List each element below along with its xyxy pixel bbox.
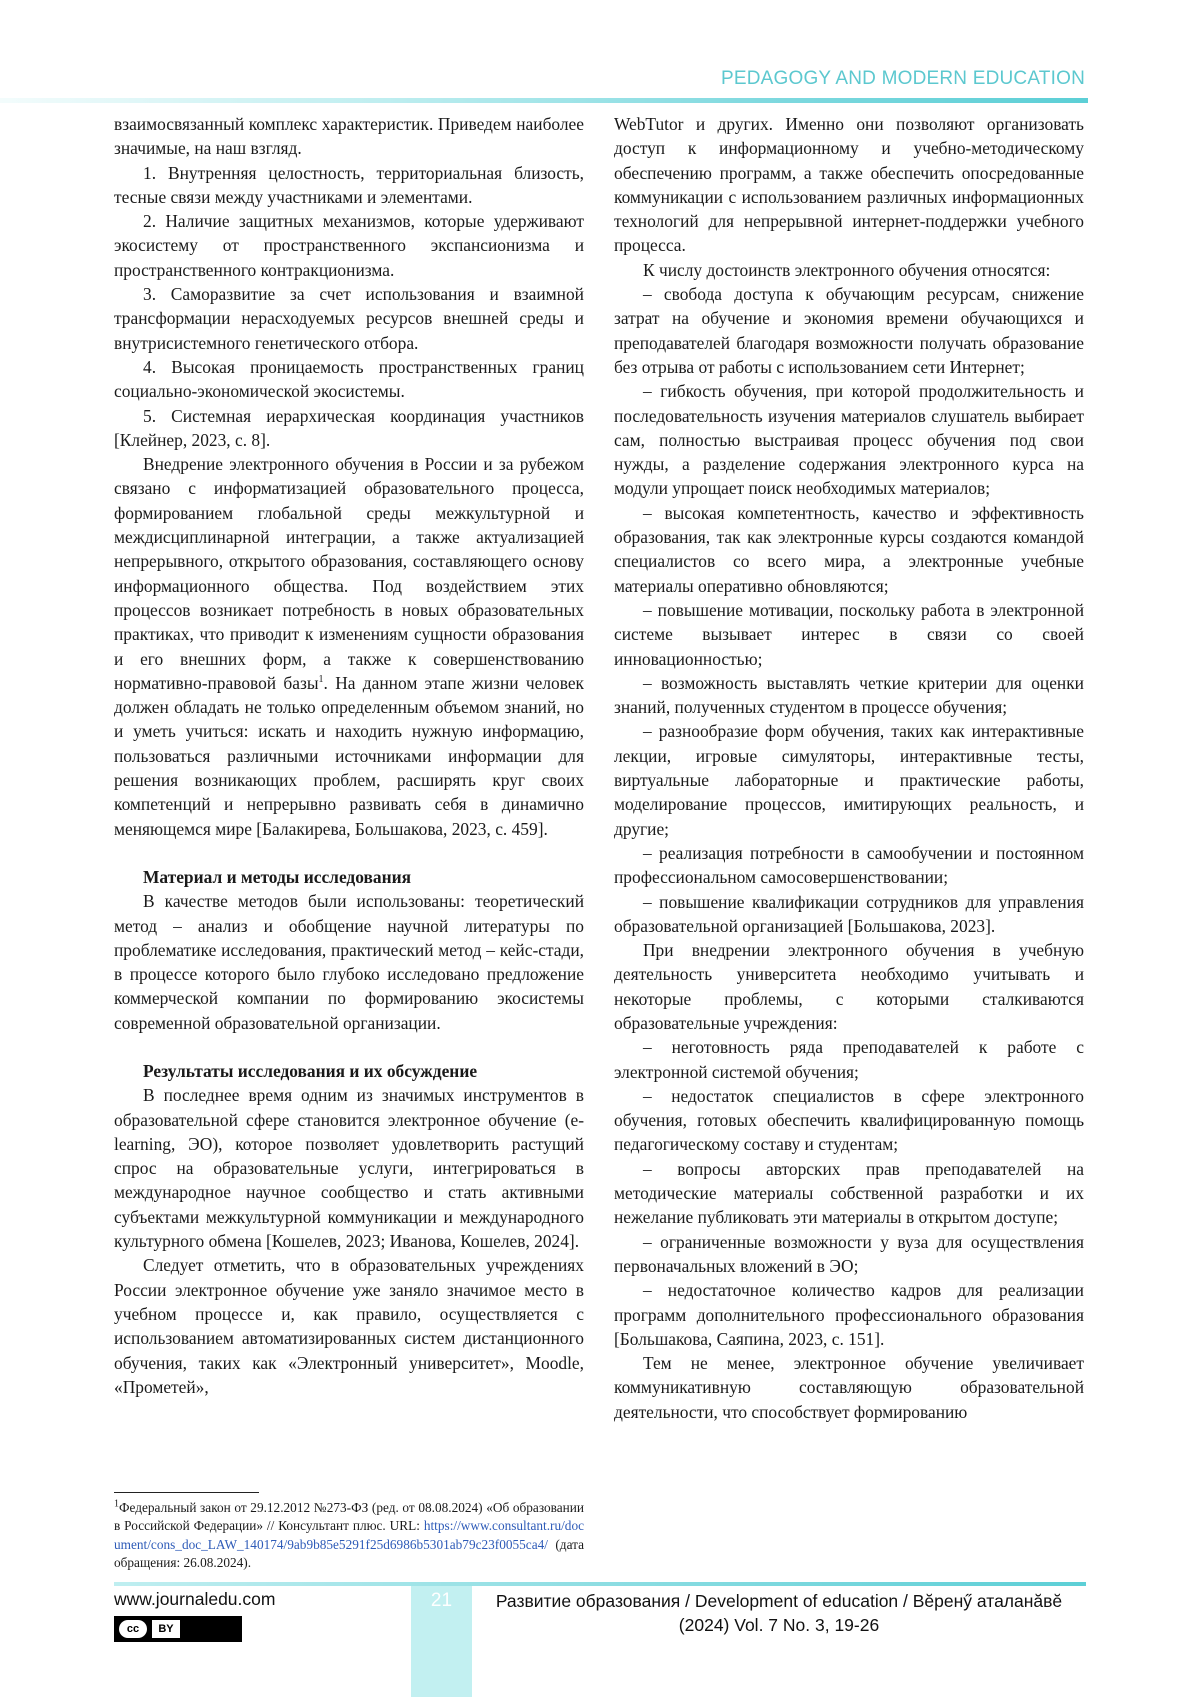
spacer bbox=[114, 841, 584, 865]
journal-section-title: PEDAGOGY AND MODERN EDUCATION bbox=[720, 68, 1085, 89]
list-item: – возможность выставлять четкие критерии для оценки знаний, полученных студентом в процессе обучения; bbox=[614, 672, 1084, 718]
footnote-text: Федеральный закон от 29.12.2012 №273-ФЗ (ред. от 08.08.2024) «Об образовании в Российской Федерации» // Консультант плюс. URL: bbox=[114, 1500, 584, 1534]
footnote-link[interactable]: https://www.consultant.ru/document/cons_doc_LAW_140174/9ab9b85e5291f25d6986b5301ab79c23f0055ca4/ bbox=[114, 1518, 584, 1552]
by-icon: BY bbox=[152, 1620, 180, 1638]
section-heading-methods: Материал и методы исследования bbox=[143, 866, 412, 887]
paragraph: Тем не менее, электронное обучение увеличивает коммуникативную составляющую образовательной деятельности, что способствует формированию bbox=[614, 1353, 1084, 1422]
list-item: 5. Системная иерархическая координация участников [Клейнер, 2023, с. 8]. bbox=[114, 405, 584, 450]
section-heading-results: Результаты исследования и их обсуждение bbox=[143, 1060, 478, 1081]
list-item: – разнообразие форм обучения, таких как интерактивные лекции, игровые симуляторы, интерактивные тесты, виртуальные лабораторные и практические работы, моделирование процессов, имитирующих реальность, и другие; bbox=[614, 721, 1084, 839]
paragraph: В последнее время одним из значимых инструментов в образовательной сфере становится электронное обучение (e-learning, ЭО), которое позволяет удовлетворить растущий спрос на образовательные услуги, интегрироваться в международное научное сообщество и стать активными субъектами межкультурной коммуникации и международного культурного обмена [Кошелев, 2023; Иванова, Кошелев, 2024]. bbox=[114, 1085, 584, 1252]
journal-volume: (2024) Vol. 7 No. 3, 19-26 bbox=[678, 1615, 880, 1635]
list-item: – ограниченные возможности у вуза для осуществления первоначальных вложений в ЭО; bbox=[614, 1231, 1084, 1276]
footnote-mark: 1 bbox=[114, 1498, 119, 1510]
list-item: 4. Высокая проницаемость пространственных границ социально-экономической экосистемы. bbox=[114, 356, 584, 402]
paragraph-text: . На данном этапе жизни человек должен обладать не только определенным объемом знаний, но и уметь учиться: искать и находить нужную информацию, пользоваться различными источниками информации для решения возникающих проблем, расширять круг своих компетенций и непрерывно развивать себя в динамично меняющемся мире [Балакирева, Большакова, 2023, с. 459]. bbox=[114, 672, 584, 839]
journal-website-link[interactable]: www.journaledu.com bbox=[114, 1589, 276, 1609]
list-item: – недостаточное количество кадров для реализации программ дополнительного профессионального образования [Большакова, Саяпина, 2023, с. 151]. bbox=[614, 1280, 1084, 1349]
paragraph: При внедрении электронного обучения в учебную деятельность университета необходимо учитывать и некоторые проблемы, с которыми сталкиваются образовательные учреждения: bbox=[614, 940, 1084, 1033]
footnote bbox=[114, 1499, 584, 1573]
list-item: – гибкость обучения, при которой продолжительность и последовательность изучения материалов слушатель выбирает сам, полностью выстраивая процесс обучения под свои нужды, а разделение содержания электронного курса на модули упрощает поиск необходимых материалов; bbox=[614, 381, 1084, 499]
list-item: – свобода доступа к обучающим ресурсам, снижение затрат на обучение и экономия времени обучающихся и преподавателей благодаря возможности получать образование без отрыва от работы с использованием сети Интернет; bbox=[614, 284, 1084, 377]
list-item: – реализация потребности в самообучении и постоянном профессиональном самосовершенствовании; bbox=[614, 842, 1084, 888]
list-item: 3. Саморазвитие за счет использования и взаимной трансформации нерасходуемых ресурсов внешней среды и внутрисистемного генетического отбора. bbox=[114, 284, 584, 353]
paragraph: WebTutor и других. Именно они позволяют организовать доступ к информационному и учебно-методическому обеспечению программ, а также обеспечить опосредованные коммуникации с использованием различных информационных технологий для непрерывной интернет-поддержки учебного процесса. bbox=[614, 114, 1084, 256]
paragraph: взаимосвязанный комплекс характеристик. Приведем наиболее значимые, на наш взгляд. bbox=[114, 114, 584, 159]
right-column bbox=[614, 112, 1084, 1424]
page-number: 21 bbox=[430, 1590, 453, 1611]
list-item: 2. Наличие защитных механизмов, которые удерживают экосистему от пространственного экспансионизма и пространственного контракционизма. bbox=[114, 211, 584, 280]
journal-citation bbox=[470, 1589, 1088, 1637]
paragraph: В качестве методов были использованы: теоретический метод – анализ и обобщение научной литературы по проблематике исследования, практический метод – кейс-стади, в процессе которого было глубоко исследовано предложение коммерческой компании по формированию экосистемы современной образовательной организации. bbox=[114, 891, 584, 1033]
paragraph-text: Внедрение электронного обучения в России и за рубежом связано с информатизацией образовательного процесса, формированием глобальной среды межкультурной и междисциплинарной интеграции, а также актуализацией непрерывного, открытого образования, составляющего основу информационного общества. Под воздействием этих процессов возникает потребность в новых образовательных практиках, что приводит к изменениям сущности образования и его внешних форм, а также к совершенствованию нормативно-правовой базы bbox=[114, 454, 584, 693]
list-item: – неготовность ряда преподавателей к работе с электронной системой обучения; bbox=[614, 1037, 1084, 1082]
footnote-rule bbox=[114, 1492, 259, 1493]
spacer bbox=[114, 1035, 584, 1059]
list-item: 1. Внутренняя целостность, территориальная близость, тесные связи между участниками и элементами. bbox=[114, 162, 584, 207]
list-item: – повышение мотивации, поскольку работа в электронной системе вызывает интерес в связи со своей инновационностью; bbox=[614, 599, 1084, 669]
header-rule bbox=[0, 98, 1088, 103]
footer-rule bbox=[114, 1582, 1086, 1586]
paragraph: К числу достоинств электронного обучения относятся: bbox=[643, 259, 1051, 280]
paragraph: Следует отметить, что в образовательных учреждениях России электронное обучение уже заняло значимое место в учебном процессе и, как правило, осуществляется с использованием автоматизированных систем дистанционного обучения, таких как «Электронный университет», Moodle, «Прометей», bbox=[114, 1255, 584, 1397]
journal-name: Развитие образования / Development of education / Вӗренӳ аталанӑвӗ bbox=[495, 1591, 1063, 1611]
cc-by-license-badge[interactable] bbox=[114, 1616, 242, 1642]
list-item: – недостаток специалистов в сфере электронного обучения, готовых обеспечить квалифицированную помощь педагогическому составу и студентам; bbox=[614, 1085, 1084, 1155]
footnote-reference: 1 bbox=[318, 674, 324, 686]
left-column bbox=[114, 112, 584, 1399]
cc-icon: cc bbox=[119, 1620, 147, 1638]
list-item: – вопросы авторских прав преподавателей на методические материалы собственной разработки и их нежелание публиковать эти материалы в открытом доступе; bbox=[614, 1158, 1084, 1228]
footnote-access-date: (дата обращения: 26.08.2024). bbox=[114, 1536, 584, 1571]
paragraph bbox=[114, 452, 584, 841]
list-item: – повышение квалификации сотрудников для управления образовательной организацией [Большакова, 2023]. bbox=[614, 891, 1084, 936]
list-item: – высокая компетентность, качество и эффективность образования, так как электронные курсы создаются командой специалистов со всего мира, а электронные учебные материалы оперативно обновляются; bbox=[614, 502, 1084, 596]
